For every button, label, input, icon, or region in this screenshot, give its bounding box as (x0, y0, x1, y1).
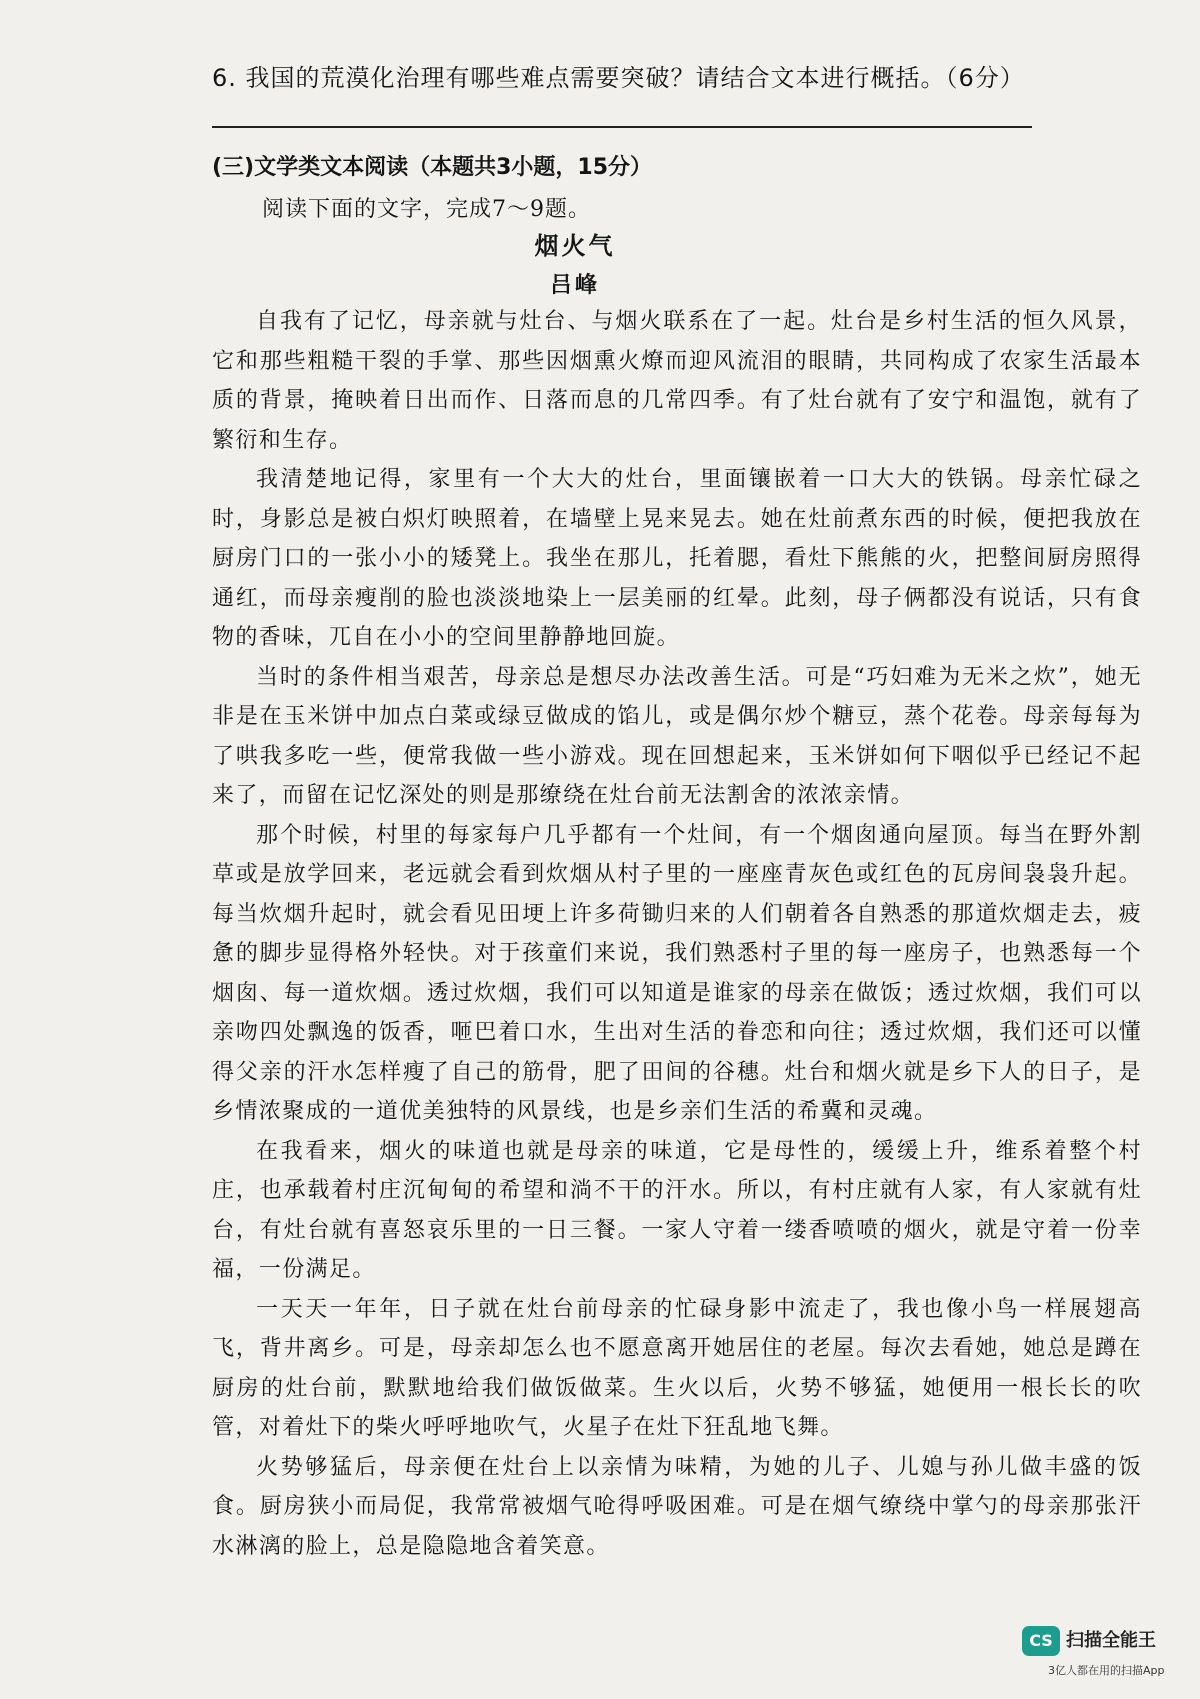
question-6: 6. 我国的荒漠化治理有哪些难点需要突破？请结合文本进行概括。（6分） (212, 64, 1025, 92)
article-body (212, 302, 1142, 1566)
paragraph: 在我看来，烟火的味道也就是母亲的味道，它是母性的，缓缓上升，维系着整个村庄，也承载着村庄沉甸甸的希望和淌不干的汗水。所以，有村庄就有人家，有人家就有灶台，有灶台就有喜怒哀乐里的一日三餐。一家人守着一缕香喷喷的烟火，就是守着一份幸福，一份满足。 (212, 1138, 1142, 1282)
paragraph: 当时的条件相当艰苦，母亲总是想尽办法改善生活。可是“巧妇难为无米之炊”，她无非是在玉米饼中加点白菜或绿豆做成的馅儿，或是偶尔炒个糖豆，蒸个花卷。母亲每每为了哄我多吃一些，便常我做一些小游戏。现在回想起来，玉米饼如何下咽似乎已经记不起来了，而留在记忆深处的则是那缭绕在灶台前无法割舍的浓浓亲情。 (212, 664, 1142, 808)
reading-instruction: 阅读下面的文字，完成7～9题。 (262, 197, 591, 222)
paragraph: 那个时候，村里的每家每户几乎都有一个灶间，有一个烟囱通向屋顶。每当在野外割草或是放学回来，老远就会看到炊烟从村子里的一座座青灰色或红色的瓦房间袅袅升起。每当炊烟升起时，就会看见田埂上许多荷锄归来的人们朝着各自熟悉的那道炊烟走去，疲惫的脚步显得格外轻快。对于孩童们来说，我们熟悉村子里的每一座房子，也熟悉每一个烟囱、每一道炊烟。透过炊烟，我们可以知道是谁家的母亲在做饭；透过炊烟，我们可以亲吻四处飘逸的饭香，咂巴着口水，生出对生活的眷恋和向往；透过炊烟，我们还可以懂得父亲的汗水怎样瘦了自己的筋骨，肥了田间的谷穗。灶台和烟火就是乡下人的日子，是乡情浓聚成的一道优美独特的风景线，也是乡亲们生活的希冀和灵魂。 (212, 822, 1142, 1124)
article-title: 烟火气 (534, 232, 616, 260)
watermark-subtitle: 3亿人都在用的扫描App (1048, 1664, 1165, 1677)
paragraph: 火势够猛后，母亲便在灶台上以亲情为味精，为她的儿子、儿媳与孙儿做丰盛的饭食。厨房狭小而局促，我常常被烟气呛得呼吸困难。可是在烟气缭绕中掌勺的母亲那张汗水淋漓的脸上，总是隐隐地含着笑意。 (212, 1454, 1142, 1559)
paragraph: 自我有了记忆，母亲就与灶台、与烟火联系在了一起。灶台是乡村生活的恒久风景，它和那些粗糙干裂的手掌、那些因烟熏火燎而迎风流泪的眼睛，共同构成了农家生活最本质的背景，掩映着日出而作、日落而息的几常四季。有了灶台就有了安宁和温饱，就有了繁衍和生存。 (212, 309, 1142, 453)
answer-line (212, 126, 1032, 128)
scanner-watermark (1022, 1622, 1192, 1692)
article-author: 吕峰 (549, 273, 600, 298)
paragraph: 我清楚地记得，家里有一个大大的灶台，里面镶嵌着一口大大的铁锅。母亲忙碌之时，身影总是被白炽灯映照着，在墙壁上晃来晃去。她在灶前煮东西的时候，便把我放在厨房门口的一张小小的矮凳上。我坐在那儿，托着腮，看灶下熊熊的火，把整间厨房照得通红，而母亲瘦削的脸也淡淡地染上一层美丽的红晕。此刻，母子俩都没有说话，只有食物的香味，兀自在小小的空间里静静地回旋。 (212, 467, 1142, 650)
watermark-name: 扫描全能王 (1066, 1630, 1156, 1651)
camscanner-logo-icon: CS (1022, 1626, 1060, 1656)
paragraph: 一天天一年年，日子就在灶台前母亲的忙碌身影中流走了，我也像小鸟一样展翅高飞，背井离乡。可是，母亲却怎么也不愿意离开她居住的老屋。每次去看她，她总是蹲在厨房的灶台前，默默地给我们做饭做菜。生火以后，火势不够猛，她便用一根长长的吹管，对着灶下的柴火呼呼地吹气，火星子在灶下狂乱地飞舞。 (212, 1296, 1142, 1440)
section-heading: (三)文学类文本阅读（本题共3小题，15分） (212, 155, 653, 180)
